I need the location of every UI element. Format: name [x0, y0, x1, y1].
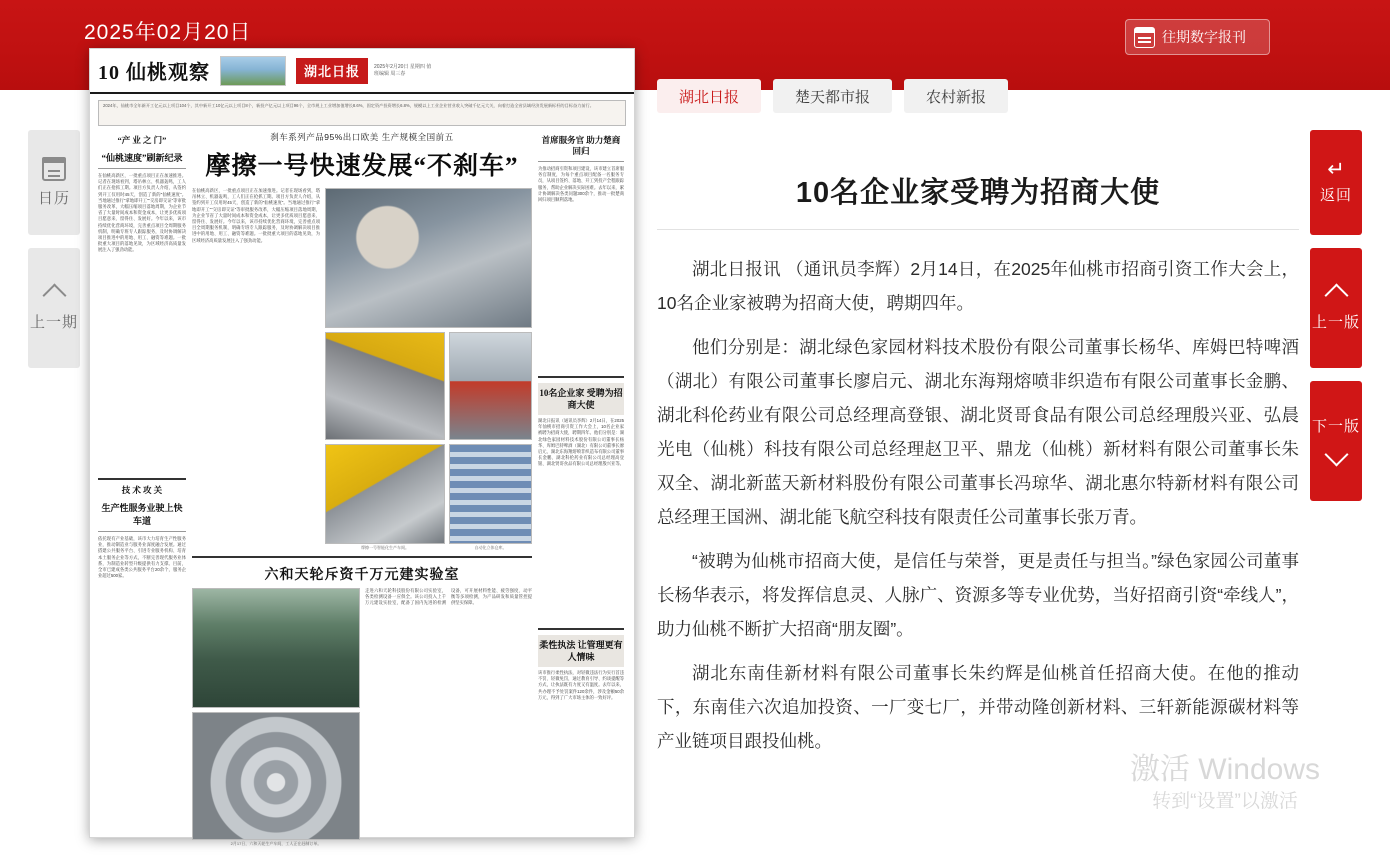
main-headline: 摩擦一号快速发展“不刹车”: [205, 153, 519, 180]
newspaper-page-view[interactable]: [89, 48, 635, 846]
sidebar-item-calendar-label: 日历: [37, 189, 70, 207]
main-body-left: 在仙桃高新区，一批重点项目正在加速推进。记者在现场看到，塔吊林立、机器轰鸣，工人们正在抢抓工期。项目方负责人介绍，从签约到开工仅用时45天，创造了新的“仙桃速度”。当地通过推行“拿地即开工”“交房即交证”等审批服务改革，大幅压缩项目落地周期，为企业节省了大量时间成本和资金成本，让更多优质项目愿意来、留得住、发展好。今年以来，该市持续优化营商环境，完善重点项目全周期服务机制，明确专班专人跟踪服务，及时协调解决项目推进中的用地、用工、融资等难题。一批批重大项目的落地见效，为区域经济高质量发展注入了强劲动能。: [192, 188, 320, 243]
newspaper-body: [90, 94, 634, 846]
main-caption-1: 摩擦一号智能化生产车间。: [361, 545, 409, 550]
left-column-body: 在仙桃高新区，一批重点项目正在加速推进。记者在现场看到，塔吊林立、机器轰鸣，工人们正在抢抓工期。项目方负责人介绍，从签约到开工仅用时45天，创造了新的“仙桃速度”。当地通过推行“拿地即开工”“交房即交证”等审批服务改革，大幅压缩项目落地周期，为企业节省了大量时间成本和资金成本，让更多优质项目愿意来、留得住、发展好。今年以来，该市持续优化营商环境，完善重点项目全周期服务机制，明确专班专人跟踪服务，及时协调解决项目推进中的用地、用工、融资等难题。一批批重大项目的落地见效，为区域经济高质量发展注入了强劲动能。: [98, 173, 186, 253]
main-photo-robot: [325, 332, 445, 440]
article-paragraph: 湖北日报讯 （通讯员李辉）2月14日，在2025年仙桃市招商引资工作大会上，10名企业家被聘为招商大使，聘期四年。: [657, 259, 1299, 313]
sub-photo-rings: [192, 712, 360, 840]
archive-issues-button[interactable]: [1125, 19, 1270, 55]
right-block2-body: 湖北日报讯（通讯员李辉）2月14日，在2025年仙桃市招商引资工作大会上，10名企业家被聘为招商大使，聘期四年。他们分别是：湖北绿色家园材料技术股份有限公司董事长杨华、库姆巴特啤酒（湖北）有限公司董事长廖启元、湖北东海翔熔喷非织造布有限公司董事长金鹏、湖北科伦药业有限公司总经理高登银、湖北贤哥食品有限公司总经理殷兴亚等。: [538, 418, 624, 467]
newspaper-brief-strip: 2024年，仙桃市全年新开工亿元以上项目104个，其中新开工10亿元以上项目8个，新投产亿元以上项目96个，全市规上工业增加值增长8.6%，固定资产投资增长6.8%，规模以上工业企业营业收入突破千亿元大关，向着打造全省县域经济发展新标杆的目标奋力前行。: [98, 100, 626, 126]
left-column-head: “产 业 之 门”: [117, 135, 167, 145]
main-caption-2: 自动化立体仓库。: [474, 545, 507, 550]
tab-rural-news[interactable]: 农村新报: [904, 79, 1008, 113]
next-page-button[interactable]: [1310, 381, 1362, 501]
right-block2-title: 10名企业家 受聘为招商大使: [538, 383, 624, 415]
article-divider: [657, 229, 1299, 230]
chevron-down-icon: [1324, 442, 1348, 466]
next-page-button-label: 下一版: [1311, 417, 1360, 435]
left-bottom-sub: 生产性服务业驶上快车道: [101, 503, 183, 526]
newspaper-logo: 湖北日报: [296, 58, 368, 84]
main-photo-arm: [325, 444, 445, 544]
back-button[interactable]: [1310, 130, 1362, 235]
prev-page-button[interactable]: [1310, 248, 1362, 368]
back-button-label: 返回: [1319, 186, 1352, 204]
header-date: 2025年02月20日: [84, 21, 252, 44]
chevron-up-icon: [1324, 283, 1348, 307]
prev-page-button-label: 上一版: [1311, 313, 1360, 331]
tab-chutian-metropolis[interactable]: 楚天都市报: [773, 79, 892, 113]
back-arrow-icon: ↵: [1327, 157, 1345, 181]
main-kicker: 刹车系列产品95%出口欧美 生产规模全国前五: [270, 132, 454, 142]
right-block3-title: 柔性执法 让管理更有人情味: [538, 635, 624, 667]
newspaper-left-column: [98, 131, 186, 831]
newspaper-masthead: [90, 49, 634, 94]
sidebar-item-prev-issue-label: 上一期: [29, 313, 78, 331]
left-bottom-body: 依托现有产业基础，该市大力培育生产性服务业，推动制造业与服务业深度融合发展。通过搭建公共服务平台、引进专业服务机构、培育本土服务企业等方式，不断完善现代服务业体系，为制造业转型升级提供有力支撑。目前，全市已建成各类公共服务平台20余个，服务企业超过500家。: [98, 536, 186, 579]
article-title: 10名企业家受聘为招商大使: [795, 177, 1161, 209]
chevron-up-icon: [42, 283, 66, 307]
newspaper-main-column: [192, 131, 532, 846]
sub-body: 走进六和天轮科技股份有限公司实验室，各类检测设备一应俱全。该公司投入上千万元建设实验室，配备了国内先进的检测设备，可开展材料性能、疲劳强度、动平衡等多项检测，为产品研发和质量管控提供坚实保障。: [365, 588, 532, 606]
calendar-icon: [1134, 27, 1155, 48]
watermark-line-2: 转到“设置”以激活: [1152, 791, 1298, 812]
main-sub-headline: 六和天轮斥资千万元建实验室: [264, 568, 460, 583]
article-paragraph: 他们分别是：湖北绿色家园材料技术股份有限公司董事长杨华、库姆巴特啤酒（湖北）有限公司董事长廖启元、湖北东海翔熔喷非织造布有限公司董事长金鹏、湖北科伦药业有限公司总经理高登银、湖北贤哥食品有限公司总经理殷兴亚、弘晨光电（仙桃）科技有限公司总经理赵卫平、鼎龙（仙桃）新材料有限公司董事长朱双全、湖北新蓝天新材料股份有限公司董事长冯琼华、湖北惠尔特新材料有限公司总经理王国洲、湖北能飞航空科技有限责任公司董事长张万青。: [657, 337, 1299, 527]
newspaper-tabs: [657, 79, 1008, 113]
main-photo-worker: [449, 332, 532, 440]
left-column-sub: “仙桃速度”刷新纪录: [101, 153, 183, 163]
newspaper-page-title: 10 仙桃观察: [98, 62, 210, 84]
newspaper-right-column: [538, 131, 624, 831]
sidebar-item-calendar[interactable]: [28, 130, 80, 235]
article-pane: [657, 130, 1299, 830]
main-photo-shelf: [449, 444, 532, 544]
right-block1-title: 首席服务官 助力楚商回归: [541, 135, 621, 156]
right-block1-body: 为推动招商引资和项目建设，该市建立首席服务官制度，为每个重点项目配备一名服务专员，从项目签约、落地、开工到投产全程跟踪服务，帮助企业解决实际困难。去年以来，累计协调解决各类问题300余个，推动一批楚商回归项目顺利落地。: [538, 166, 624, 203]
tab-hubei-daily[interactable]: 湖北日报: [657, 79, 761, 113]
archive-issues-label: 往期数字报刊: [1162, 29, 1246, 45]
calendar-icon: [42, 157, 66, 181]
right-block3-body: 该市推行柔性执法，对轻微违法行为实行首违不罚、轻微免罚，通过教育引导、约谈提醒等方式，让执法既有力度又有温度。去年以来，共办理不予处罚案件120余件，涉及金额50余万元，得到了广大市场主体的一致好评。: [538, 670, 624, 700]
sidebar-item-prev-issue[interactable]: [28, 248, 80, 368]
masthead-meta: 2025年2月20日 星期四 值班编辑 周三春: [374, 63, 432, 77]
article-paragraph: 湖北东南佳新材料有限公司董事长朱约辉是仙桃首任招商大使。在他的推动下，东南佳六次追加投资、一厂变七厂，并带动隆创新材料、三轩新能源碳材料等产业链项目跟投仙桃。: [657, 663, 1299, 751]
masthead-photo: [220, 56, 286, 86]
sub-photo-factory: [192, 588, 360, 708]
watermark-line-1: 激活 Windows: [1129, 753, 1321, 786]
main-photo-machine: [325, 188, 532, 328]
main-caption-3: 2月17日，六和天轮生产车间，工人正在赶制订单。: [230, 841, 322, 846]
left-bottom-head: 技 术 攻 关: [121, 485, 163, 495]
article-paragraph: “被聘为仙桃市招商大使，是信任与荣誉，更是责任与担当。”绿色家园公司董事长杨华表示，将发挥信息灵、人脉广、资源多等专业优势，当好招商引资“牵线人”，助力仙桃不断扩大招商“朋友圈”。: [657, 551, 1299, 639]
